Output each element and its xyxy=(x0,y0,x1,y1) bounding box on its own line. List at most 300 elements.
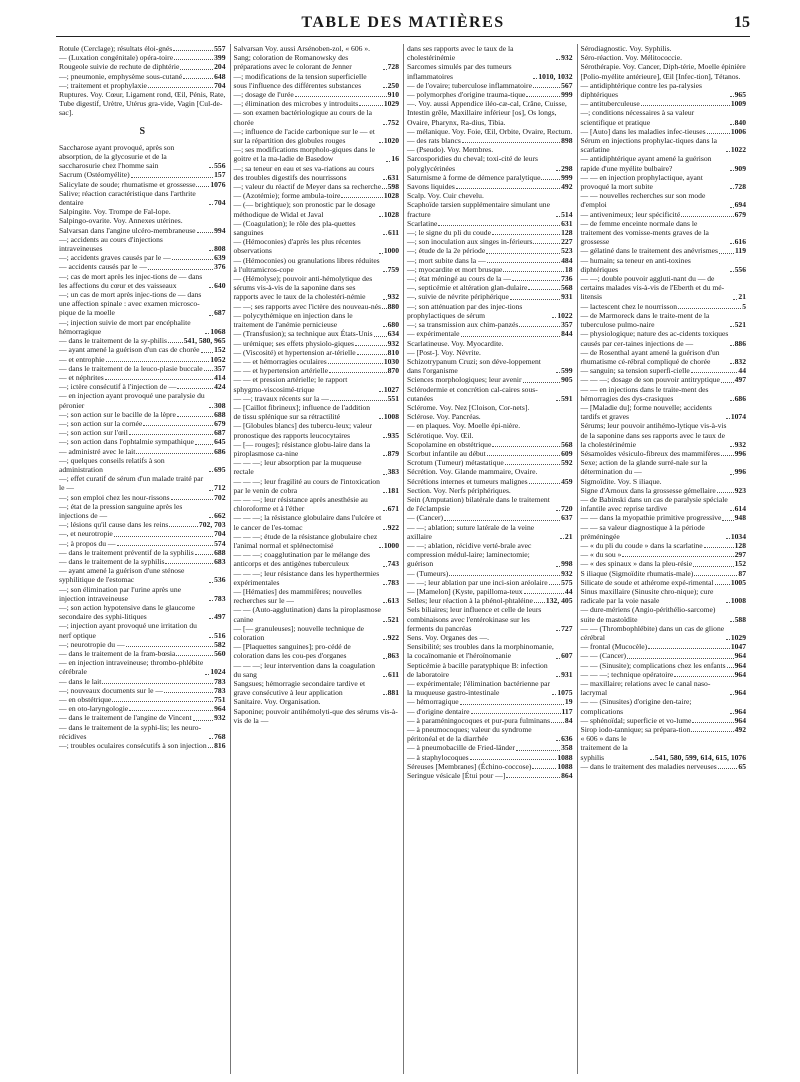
entry-text: — dans le lait xyxy=(59,676,102,686)
index-entry xyxy=(59,520,226,529)
index-entry xyxy=(234,458,400,476)
entry-page-number: 399 xyxy=(214,53,226,63)
index-entry xyxy=(407,725,573,743)
entry-text: —; son action sur la cornée xyxy=(59,418,143,428)
leader-dots xyxy=(730,326,734,327)
index-entry xyxy=(581,154,747,172)
index-entry xyxy=(581,559,747,568)
index-entry xyxy=(59,695,226,704)
entry-text: — —; ses rapports avec l'ictère des nouveau-nés xyxy=(233,301,381,311)
entry-text: — (Hémolyse); pouvoir anti-hémolytique des sérums vis-à-vis de la saponine dans ses rapports avec le taux de la cholestéri-némie xyxy=(233,274,373,302)
entry-page-number: 1034 xyxy=(730,531,746,541)
entry-text: — physiologique; nature des ac-cidents toxiques causés par cer-taines injections de — xyxy=(580,329,729,348)
index-entry xyxy=(407,283,573,292)
entry-page-number: 783 xyxy=(214,676,226,686)
entry-page-number: 964 xyxy=(214,704,226,714)
index-entry xyxy=(234,191,400,200)
index-entry xyxy=(59,318,226,336)
leader-dots xyxy=(718,768,738,769)
entry-text: Signe d'Arnoux dans la grossesse gémellaire xyxy=(580,485,716,495)
entry-text: Rougeole suivie de rechute de diphtérie xyxy=(59,62,180,72)
entry-page-number: 536 xyxy=(214,575,226,585)
leader-dots xyxy=(383,676,387,677)
entry-page-number: 376 xyxy=(214,262,226,272)
entry-page-number: 492 xyxy=(734,725,746,735)
index-entry xyxy=(581,541,747,550)
entry-page-number: 686 xyxy=(734,393,746,403)
leader-dots xyxy=(114,536,213,537)
entry-text: — — (Auto-agglutination) dans la piroplasmose canine xyxy=(233,605,381,624)
index-entry xyxy=(581,44,747,53)
entry-text: — — (Sinusites) d'origine den-taire; complications xyxy=(580,697,692,716)
leader-dots xyxy=(359,105,383,106)
leader-dots xyxy=(512,280,560,281)
entry-page-number: 870 xyxy=(387,366,399,376)
index-entry xyxy=(407,375,573,384)
entry-text: — [Plaquettes sanguines]; pro-cédé de coloration dans les cou-pes d'organes xyxy=(233,642,351,661)
index-entry xyxy=(581,421,747,449)
entry-text: — [Auto] dans les maladies infec-tieuses xyxy=(580,126,706,136)
index-entry xyxy=(407,127,573,136)
index-entry xyxy=(59,502,226,520)
leader-dots xyxy=(674,676,733,677)
entry-page-number: 743 xyxy=(387,559,399,569)
entry-page-number: 383 xyxy=(387,467,399,477)
entry-text: Sclérome. Voy. Nez [Cloison, Cor-nets]. xyxy=(407,402,530,412)
index-entry xyxy=(59,170,226,179)
leader-dots xyxy=(383,658,387,659)
entry-text: —; injection ayant provoqué une irritation du nerf optique xyxy=(59,621,197,640)
index-entry xyxy=(581,697,747,715)
entry-page-number: 1008 xyxy=(383,412,399,422)
index-entry xyxy=(407,697,573,706)
leader-dots xyxy=(143,425,213,426)
index-entry xyxy=(581,173,747,191)
leader-dots xyxy=(209,167,213,168)
index-entry xyxy=(407,762,573,771)
index-entry xyxy=(234,569,400,587)
entry-page-number: 1028 xyxy=(383,191,399,201)
entry-text: — de l'ovaire; tuberculose inflammatoire xyxy=(407,80,532,90)
entry-page-number: 1009 xyxy=(730,99,746,109)
leader-dots xyxy=(383,234,387,235)
index-entry xyxy=(234,679,400,697)
entry-text: Sécrétions internes et tumeurs malignes xyxy=(407,476,528,486)
leader-dots xyxy=(650,759,654,760)
entry-text: — — —; leur résistance après anesthésie au chloroforme et à l'éther xyxy=(233,494,368,514)
leader-dots xyxy=(717,492,734,493)
leader-dots xyxy=(209,287,213,288)
leader-dots xyxy=(726,418,730,419)
index-entry xyxy=(407,513,573,522)
index-entry xyxy=(407,256,573,265)
leader-dots xyxy=(205,674,209,675)
entry-page-number: 648 xyxy=(214,71,226,81)
index-entry xyxy=(407,182,573,191)
leader-dots xyxy=(556,400,560,401)
index-entry xyxy=(59,180,226,189)
entry-text: — maxillaire; relations avec le canal naso-lacrymal xyxy=(580,679,711,698)
entry-text: — [Post-]. Voy. Névrite. xyxy=(407,347,481,357)
index-entry xyxy=(581,302,747,311)
entry-text: Sarcomes simulés par des tumeurs inflammatoires xyxy=(407,62,512,81)
entry-page-number: 687 xyxy=(214,308,226,318)
leader-dots xyxy=(462,142,560,143)
index-entry xyxy=(407,90,573,99)
entry-text: Seringue vésicale [Étui pour —] xyxy=(407,771,506,781)
index-entry xyxy=(581,366,747,375)
entry-page-number: 923 xyxy=(734,485,746,495)
index-entry xyxy=(407,329,573,338)
leader-dots xyxy=(726,602,730,603)
entry-text: Scarlatineuse. Voy. Myocardite. xyxy=(407,338,504,348)
leader-dots xyxy=(196,186,209,187)
index-entry xyxy=(581,385,747,403)
entry-page-number: 909 xyxy=(734,163,746,173)
index-entry xyxy=(581,191,747,209)
entry-text: — « du pli du coude » dans la scarlatine xyxy=(580,540,703,550)
index-entry xyxy=(581,81,747,99)
entry-page-number: 592 xyxy=(561,458,573,468)
leader-dots xyxy=(438,225,560,226)
entry-page-number: 935 xyxy=(387,430,399,440)
index-entry xyxy=(234,587,400,605)
leader-dots xyxy=(730,96,734,97)
entry-text: —; accidents au cours d'injections intraveineuses xyxy=(59,234,163,254)
index-entry xyxy=(581,246,747,255)
entry-text: Section. Voy. Nerfs périphériques. xyxy=(407,485,511,495)
entry-page-number: 680 xyxy=(387,320,399,330)
index-entry xyxy=(234,200,400,218)
entry-text: — (Tumeurs) xyxy=(407,568,449,578)
leader-dots xyxy=(165,563,213,564)
entry-text: — à staphylocoques xyxy=(407,752,469,762)
index-entry xyxy=(59,704,226,713)
index-entry xyxy=(234,302,400,311)
index-entry xyxy=(407,191,573,200)
leader-dots xyxy=(681,216,733,217)
index-entry xyxy=(234,90,400,99)
entry-page-number: 695 xyxy=(214,464,226,474)
entry-text: —; sa transmission aux chim-panzés xyxy=(407,320,519,330)
entry-text: —; mort subite dans la — xyxy=(407,255,486,265)
entry-text: Sangsues; hémorragie secondaire tardive et grave consécutive à leur application xyxy=(233,679,366,698)
entry-text: Sclérodermie et concrétion cal-caires sous-cutanées xyxy=(407,384,538,403)
index-entry xyxy=(234,495,400,513)
entry-text: —; effet curatif de sérum d'un malade traité par le — xyxy=(59,474,204,493)
entry-text: — expérimentale; l'élimination bactérienne par la muqueuse gastro-intestinale xyxy=(407,679,551,698)
leader-dots xyxy=(126,646,214,647)
leader-dots xyxy=(383,529,387,530)
entry-page-number: 931 xyxy=(561,292,573,302)
leader-dots xyxy=(102,683,213,684)
entry-page-number: 609 xyxy=(561,448,573,458)
leader-dots xyxy=(383,584,387,585)
entry-page-number: 568 xyxy=(561,439,573,449)
entry-text: —; pneumonie, emphysème sous-cutané xyxy=(59,71,183,81)
leader-dots xyxy=(516,750,560,751)
index-entry xyxy=(234,532,400,550)
index-entry xyxy=(59,81,226,90)
leader-dots xyxy=(693,566,734,567)
index-entry xyxy=(581,136,747,154)
entry-text: — (Viscosité) et hypertension ar-térielle xyxy=(233,347,356,357)
entry-page-number: 1024 xyxy=(210,667,226,677)
entry-page-number: 948 xyxy=(734,513,746,523)
entry-page-number: 358 xyxy=(561,743,573,753)
index-entry xyxy=(407,412,573,421)
entry-text: — — —; la résistance globulaire dans l'ulcère et le cancer de l'es-tomac xyxy=(233,513,382,532)
leader-dots xyxy=(209,471,213,472)
entry-text: — dans le traitement de la syphi-lis; les neuro-récidives xyxy=(59,722,202,741)
leader-dots xyxy=(730,621,734,622)
entry-text: dans ses rapports avec le taux de la cholestérinémie xyxy=(407,44,514,63)
index-entry xyxy=(581,569,747,578)
index-entry xyxy=(581,651,747,660)
entry-text: Sirop iodo-tannique; sa prépara-tion xyxy=(580,725,691,735)
index-entry xyxy=(581,108,747,126)
leader-dots xyxy=(180,69,213,70)
index-entry xyxy=(234,357,400,366)
index-entry xyxy=(234,311,400,329)
entry-page-number: 1052 xyxy=(210,354,226,364)
entry-text: —; injection suivie de mort par encéphalite hémorragique xyxy=(59,317,191,336)
index-entry xyxy=(407,173,573,182)
index-entry xyxy=(407,541,573,569)
entry-text: — expérimentale xyxy=(407,329,460,339)
index-entry xyxy=(407,743,573,752)
leader-dots xyxy=(383,694,387,695)
index-column-4 xyxy=(577,44,751,1074)
entry-text: Sinus maxillaire (Sinusite chro-nique); cure radicale par la voie nasale xyxy=(580,586,714,606)
entry-text: Sens. Voy. Organes des —. xyxy=(407,633,489,642)
entry-text: — [Caillot fibrineux]; influence de l'addition de tissu splénique sur sa rétractilité xyxy=(233,402,371,422)
index-entry xyxy=(59,649,226,658)
index-entry xyxy=(407,477,573,486)
leader-dots xyxy=(678,308,741,309)
leader-dots xyxy=(704,547,734,548)
index-entry xyxy=(407,486,573,495)
entry-text: — — (Cancer) xyxy=(580,651,627,661)
entry-page-number: 631 xyxy=(561,218,573,228)
entry-page-number: 688 xyxy=(214,409,226,419)
entry-page-number: 614 xyxy=(734,504,746,514)
index-entry xyxy=(234,339,400,348)
index-entry xyxy=(234,99,400,108)
index-columns xyxy=(56,44,750,1074)
entry-text: Salpingo-ovarite. Voy. Annexes utérines. xyxy=(59,216,183,226)
index-entry xyxy=(234,53,400,71)
index-entry xyxy=(59,253,226,262)
entry-text: —, septicémie et altération glan-dulaire xyxy=(407,283,528,293)
entry-page-number: 1020 xyxy=(383,136,399,146)
index-entry xyxy=(581,458,747,476)
entry-page-number: 905 xyxy=(561,375,573,385)
entry-page-number: 736 xyxy=(561,274,573,284)
index-entry xyxy=(581,449,747,458)
index-entry xyxy=(581,661,747,670)
leader-dots xyxy=(526,96,560,97)
entry-text: — en oto-laryngologie xyxy=(59,704,129,714)
entry-page-number: 816 xyxy=(214,741,226,751)
entry-page-number: 1088 xyxy=(557,752,573,762)
index-entry xyxy=(407,707,573,716)
leader-dots xyxy=(730,188,734,189)
entry-text: — — en injections dans le traite-ment des hémorragies des dys-crasiques xyxy=(580,384,709,403)
entry-page-number: 567 xyxy=(561,80,573,90)
leader-dots xyxy=(733,299,737,300)
leader-dots xyxy=(171,499,214,500)
leader-dots xyxy=(556,630,560,631)
entry-page-number: 687 xyxy=(214,428,226,438)
entry-text: — dans le traitement de la fram-bœsia xyxy=(59,649,176,658)
entry-page-number: 298 xyxy=(561,163,573,173)
index-entry xyxy=(59,355,226,364)
entry-text: — son examen bactériologique au cours de la chorée xyxy=(233,108,373,127)
index-entry xyxy=(59,428,226,437)
entry-page-number: 424 xyxy=(214,382,226,392)
leader-dots xyxy=(519,326,560,327)
leader-dots xyxy=(730,345,734,346)
entry-text: — en injection intraveineuse; thrombo-phlébite cérébrale xyxy=(59,658,204,677)
entry-page-number: 152 xyxy=(734,559,746,569)
entry-page-number: 1022 xyxy=(557,310,573,320)
index-entry xyxy=(59,437,226,446)
entry-text: — (Hémoconies) ou granulations libres réduites à l'ultramicros-cope xyxy=(233,255,380,274)
leader-dots xyxy=(627,658,734,659)
leader-dots xyxy=(556,676,560,677)
leader-dots xyxy=(503,271,564,272)
index-entry xyxy=(581,495,747,513)
leader-dots xyxy=(730,713,734,714)
entry-page-number: 702, 703 xyxy=(198,520,226,530)
entry-page-number: 1000 xyxy=(383,246,399,256)
entry-text: Saccharose ayant provoqué, après son absorption, de la glycosurie et de la saccharosurie chez l'homme sain xyxy=(59,142,175,171)
entry-text: — — sa valeur diagnostique à la période préméningée xyxy=(580,522,705,541)
entry-page-number: 694 xyxy=(734,200,746,210)
leader-dots xyxy=(355,345,387,346)
leader-dots xyxy=(730,694,734,695)
index-entry xyxy=(234,366,400,375)
index-entry xyxy=(59,640,226,649)
leader-dots xyxy=(383,621,387,622)
entry-text: — dans le traitement de la syphilis xyxy=(59,556,165,566)
index-entry xyxy=(59,336,226,345)
entry-page-number: 688 xyxy=(214,547,226,557)
leader-dots xyxy=(383,271,387,272)
leader-dots xyxy=(730,170,734,171)
entry-page-number: 636 xyxy=(561,734,573,744)
entry-text: — frontal (Mucocèle) xyxy=(580,642,648,652)
entry-text: —; son inoculation aux singes in-férieurs xyxy=(407,237,533,247)
entry-text: —; son action dans l'ophtalmie sympathique xyxy=(59,437,194,447)
index-entry xyxy=(59,603,226,621)
index-entry xyxy=(234,624,400,642)
leader-dots xyxy=(383,124,387,125)
leader-dots xyxy=(164,692,213,693)
entry-text: — —; ablation, récidive verté-brale avec compression médul-laire; laminectomie; guérison xyxy=(407,540,532,569)
index-entry xyxy=(581,99,747,108)
entry-text: — — —; étude de la résistance globulaire chez l'animal normal et splénectomisé xyxy=(233,531,378,550)
entry-page-number: 128 xyxy=(561,228,573,238)
entry-text: Savons liquides xyxy=(407,182,455,192)
entry-page-number: 1000 xyxy=(383,540,399,550)
leader-dots xyxy=(730,400,734,401)
leader-dots xyxy=(177,388,213,389)
entry-page-number: 844 xyxy=(561,329,573,339)
leader-dots xyxy=(129,710,213,711)
leader-dots xyxy=(730,446,734,447)
leader-dots xyxy=(470,759,557,760)
index-entry xyxy=(234,219,400,237)
entry-text: — (Cancer) xyxy=(407,513,444,523)
entry-text: — —; ablation; suture latérale de la veine axillaire xyxy=(407,522,535,541)
index-entry xyxy=(581,670,747,679)
entry-page-number: 686 xyxy=(214,446,226,456)
entry-page-number: 931 xyxy=(561,669,573,679)
entry-page-number: 964 xyxy=(734,660,746,670)
index-entry xyxy=(581,219,747,247)
entry-text: — dure-mériens (Angio-périthélio-sarcome) suite de mastoïdite xyxy=(580,605,716,624)
entry-text: —; étude de la 2e période xyxy=(407,246,486,256)
entry-text: — [— granuleuses]; nouvelle technique de coloration xyxy=(233,623,365,642)
entry-page-number: 998 xyxy=(561,559,573,569)
entry-text: — — —; technique opératoire xyxy=(580,669,674,679)
entry-page-number: 357 xyxy=(214,363,226,373)
leader-dots xyxy=(556,566,560,567)
leader-dots xyxy=(169,526,198,527)
entry-text: S iliaque (Sigmoïdite rhumatis-male) xyxy=(580,568,694,578)
leader-dots xyxy=(529,483,560,484)
entry-text: —, suivie de névrite périphérique xyxy=(407,292,509,302)
entry-page-number: 1005 xyxy=(730,577,746,587)
index-entry xyxy=(581,523,747,541)
entry-page-number: 497 xyxy=(734,375,746,385)
leader-dots xyxy=(106,361,210,362)
entry-page-number: 1022 xyxy=(730,145,746,155)
page-header xyxy=(56,14,750,38)
entry-page-number: 484 xyxy=(561,255,573,265)
entry-page-number: 783 xyxy=(387,577,399,587)
entry-page-number: 679 xyxy=(214,418,226,428)
entry-text: — dans le traitement de l'angine de Vincent xyxy=(59,713,192,723)
entry-page-number: 250 xyxy=(387,80,399,90)
entry-text: — (— brightique); son pronostic par le dosage méthodique de Widal et Javal xyxy=(233,200,376,219)
entry-text: —; quelques conseils relatifs à son administration xyxy=(59,455,165,474)
entry-page-number: 591 xyxy=(561,393,573,403)
index-entry xyxy=(407,431,573,440)
leader-dots xyxy=(556,510,560,511)
leader-dots xyxy=(730,510,734,511)
entry-page-number: 575 xyxy=(561,577,573,587)
entry-text: — des rats blancs xyxy=(407,136,461,146)
leader-dots xyxy=(383,69,387,70)
index-entry xyxy=(59,557,226,566)
leader-dots xyxy=(726,538,730,539)
leader-dots xyxy=(730,271,734,272)
entry-page-number: 640 xyxy=(214,280,226,290)
entry-page-number: 1047 xyxy=(730,642,746,652)
entry-text: — antivenimeux; leur spécificité xyxy=(580,209,681,219)
entry-page-number: 631 xyxy=(387,172,399,182)
entry-text: — (Hémoconies) d'après les plus récentes observations xyxy=(233,237,361,256)
index-entry xyxy=(581,486,747,495)
entry-page-number: 574 xyxy=(214,538,226,548)
entry-text: — dans le traitement des maladies nerveuses xyxy=(580,761,717,771)
entry-page-number: 704 xyxy=(214,198,226,208)
entry-text: —; état méningé au cours de la — xyxy=(407,274,511,284)
entry-text: — [Mamelon] (Kyste, papilloma-teux xyxy=(407,586,523,596)
